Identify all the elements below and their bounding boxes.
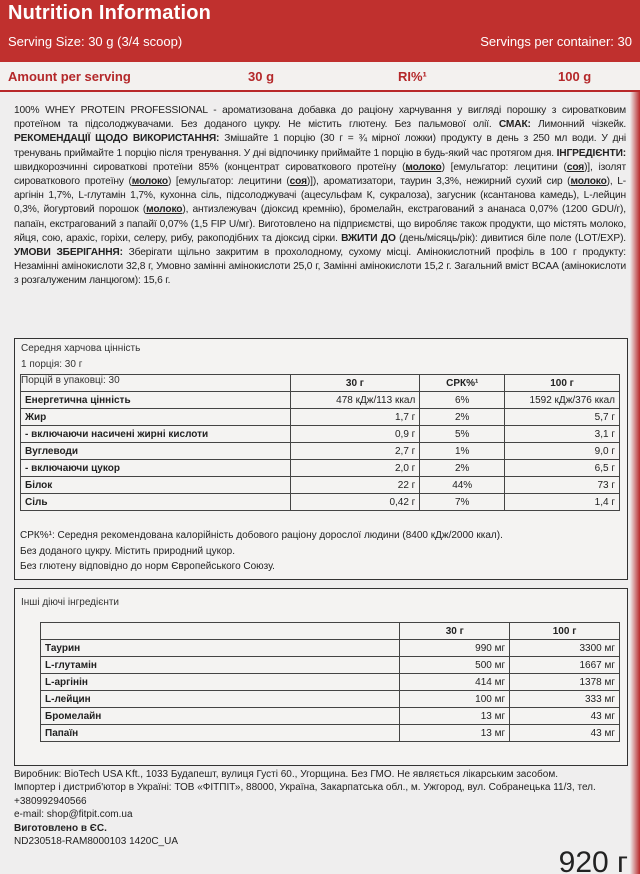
nutrition-row	[21, 443, 620, 460]
batch-code: ND230518-RAM8000103 1420C_UA	[14, 836, 178, 848]
nutrition-value-cell: 6,5 г	[505, 460, 620, 477]
nutrition-row	[21, 477, 620, 494]
ingredient-segment: Зберігати щільно закритим в прохолодному, сухому місці. Амінокислотний профіль в 100 г продукту: Незамінні амінокислоти 32,8 г, Умовно замінні амінокислоти 25,0 г, Замінні амінокислоти 15,2 г. Загальний вміст BCAA (амінокислоти з розгалуженим ланцюгом): 15,6 г.	[14, 247, 626, 287]
net-weight: 920 г	[558, 846, 628, 874]
nutrition-value-cell: 9,0 г	[505, 443, 620, 460]
actives-label-cell: Бромелайн	[41, 708, 400, 725]
actives-value-cell: 3300 мг	[510, 640, 620, 657]
amount-per-serving-row	[0, 62, 640, 92]
nutrition-label-cell: Енергетична цінність	[21, 392, 291, 409]
actives-row	[41, 708, 620, 725]
ingredient-segment: (день/місяць/рік): дивитися біле поле (LOT/EXP).	[395, 232, 626, 244]
actives-row	[41, 640, 620, 657]
actives-value-cell: 43 мг	[510, 725, 620, 742]
nutrition-value-cell: 0,42 г	[290, 494, 420, 511]
nutrition-value-cell: 6%	[420, 392, 505, 409]
ingredient-segment: 100% WHEY PROTEIN PROFESSIONAL - ароматизована добавка до раціону харчування у вигляді порошку з сироватковим протеїном та підсолоджувачами. Без доданого цукру. Не містить глютену. Без пальмової олії.	[14, 105, 626, 131]
nutrition-value-cell: 1,7 г	[290, 409, 420, 426]
ingredient-segment: ), антизлежувач (діоксид кремнію), бромелайн, екстрагований з ананаса 0,07% (1200 GDU/г), папаїн, екстрагований з папайї 0,07% (1,5 FIP U/мг). Виготовлено на підприємстві, що виробляє також продукти, що містять молоко, яйця, сою, арахіс, горіхи, селеру, рибу, ракоподібних та діоксид сірки.	[14, 204, 626, 244]
actives-value-cell: 500 мг	[400, 657, 510, 674]
nutrition-value-cell: 3,1 г	[505, 426, 620, 443]
nutrition-value-cell: 22 г	[290, 477, 420, 494]
nutrition-row	[21, 409, 620, 426]
nutrition-value-cell: 73 г	[505, 477, 620, 494]
actives-label-cell: Папаїн	[41, 725, 400, 742]
header-title: Nutrition Information	[8, 2, 212, 24]
ingredient-bold-segment: соя	[289, 176, 307, 188]
actives-value-cell: 990 мг	[400, 640, 510, 657]
nutrition-row	[21, 460, 620, 477]
nutrition-row	[21, 426, 620, 443]
ingredient-bold-segment: РЕКОМЕНДАЦІЇ ЩОДО ВИКОРИСТАННЯ:	[14, 133, 220, 145]
amount-label: Amount per serving	[8, 69, 131, 84]
portion-size: 1 порція: 30 г	[21, 359, 83, 370]
nutrition-value-cell: 7%	[420, 494, 505, 511]
actives-row	[41, 691, 620, 708]
actives-row	[41, 725, 620, 742]
portions-pack: Порцій в упаковці: 30	[21, 375, 120, 386]
nutrition-value-cell: 2,7 г	[290, 443, 420, 460]
serving-size: Serving Size: 30 g (3/4 scoop)	[8, 34, 183, 49]
actives-value-cell: 100 мг	[400, 691, 510, 708]
actives-label-cell: Таурин	[41, 640, 400, 657]
nutrition-value-cell: 2%	[420, 460, 505, 477]
nutrition-note-gluten: Без глютену відповідно до норм Європейського Союзу.	[20, 561, 275, 572]
actives-value-cell: 1667 мг	[510, 657, 620, 674]
ingredient-segment: Лимонний чізкейк.	[530, 119, 627, 131]
nutrition-row	[21, 392, 620, 409]
nutrition-value-cell: 1592 кДж/376 ккал	[505, 392, 620, 409]
actives-value-cell: 333 мг	[510, 691, 620, 708]
ingredient-bold-segment: молоко	[146, 204, 183, 216]
ingredient-bold-segment: СМАК:	[498, 119, 531, 131]
nutrition-value-cell: 1%	[420, 443, 505, 460]
ingredient-bold-segment: молоко	[570, 176, 607, 188]
nutrition-label-cell: Вуглеводи	[21, 443, 291, 460]
ingredient-bold-segment: ВЖИТИ ДО	[341, 232, 396, 244]
amount-100g: 100 g	[558, 69, 592, 84]
nutrition-value-cell: 478 кДж/113 ккал	[290, 392, 420, 409]
actives-header-cell: 100 г	[510, 623, 620, 640]
actives-value-cell: 414 мг	[400, 674, 510, 691]
nutrition-header-cell: 100 г	[505, 375, 620, 392]
ingredient-segment: Змішайте 1 порцію (30 г = ¾ мірної ложки) продукту в день з 250 мл води. У дні тренувань приймайте 1 порцію після тренування. У дні відпочинку приймайте 1 порцію в будь-який час протягом дня.	[14, 133, 626, 159]
nutrition-label-cell: Сіль	[21, 494, 291, 511]
actives-label-cell: L-аргінін	[41, 674, 400, 691]
ingredient-bold-segment: УМОВИ ЗБЕРІГАННЯ:	[14, 247, 123, 259]
actives-label-cell: L-глутамін	[41, 657, 400, 674]
email-line: e-mail: shop@fitpit.com.ua	[14, 809, 133, 821]
nutrition-header	[0, 0, 640, 62]
nutrition-label-cell: Жир	[21, 409, 291, 426]
ingredients-paragraph	[14, 104, 626, 289]
servings-per-container: Servings per container: 30	[480, 34, 632, 49]
actives-value-cell: 43 мг	[510, 708, 620, 725]
nutrition-value-cell: 2%	[420, 409, 505, 426]
actives-value-cell: 1378 мг	[510, 674, 620, 691]
manufacturer-line: Виробник: BioTech USA Kft., 1033 Будапешт, вулиця Густі 60., Угорщина. Без ГМО. Не являється лікарським засобом.	[14, 769, 558, 780]
nutrition-value-cell: 1,4 г	[505, 494, 620, 511]
nutrition-label-cell: Білок	[21, 477, 291, 494]
ingredient-segment: швидкорозчинні сироваткові протеїни 85% (концентрат сироваткового протеїну (	[14, 161, 406, 173]
nutrition-value-cell: 2,0 г	[290, 460, 420, 477]
nutrition-header-cell: СРК%¹	[420, 375, 505, 392]
actives-row	[41, 674, 620, 691]
nutrition-label-cell: - включаючи насичені жирні кислоти	[21, 426, 291, 443]
actives-row	[41, 657, 620, 674]
ingredient-segment: )]), ароматизатори, таурин 3,3%, нежирний сухий сир (	[306, 176, 571, 188]
amount-serving: 30 g	[248, 69, 275, 84]
actives-value-cell: 13 мг	[400, 725, 510, 742]
manufacturer-block	[14, 768, 626, 848]
nutrition-value-cell: 5,7 г	[505, 409, 620, 426]
nutrition-header-cell: 30 г	[290, 375, 420, 392]
actives-header-cell: 30 г	[400, 623, 510, 640]
ingredient-segment: )], ізолят сироваткового протеїну (	[14, 161, 627, 188]
ingredient-segment: ) [емульгатор: лецитини (	[441, 161, 567, 173]
ingredient-bold-segment: молоко	[131, 176, 168, 188]
ingredient-bold-segment: молоко	[405, 161, 442, 173]
actives-title: Інші діючі інгредієнти	[21, 597, 120, 608]
importer-line: Імпортер і дистриб'ютор в Україні: ТОВ «ФІТПІТ», 88000, Україна, Закарпатська обл., м. Ужгород, вул. Собранецька 11/3, тел. +380992940566	[14, 782, 596, 807]
nutrition-footnote: СРК%¹: Середня рекомендована калорійність добового раціону дорослої людини (8400 кДж/2000 ккал).	[20, 530, 503, 541]
actives-value-cell: 13 мг	[400, 708, 510, 725]
nutrition-note-sugar: Без доданого цукру. Містить природний цукор.	[20, 546, 235, 557]
nutrition-value-cell: 0,9 г	[290, 426, 420, 443]
nutrition-label-cell: - включаючи цукор	[21, 460, 291, 477]
nutrition-title: Середня харчова цінність	[21, 343, 141, 354]
ingredient-bold-segment: соя	[566, 161, 585, 173]
nutrition-value-cell: 5%	[420, 426, 505, 443]
ingredient-segment: ) [емульгатор: лецитини (	[167, 176, 290, 188]
amount-ri: RI%¹	[398, 69, 427, 84]
nutrition-value-cell: 44%	[420, 477, 505, 494]
edge-shadow	[630, 92, 640, 874]
nutrition-header-cell	[21, 375, 291, 392]
actives-table	[40, 622, 620, 742]
actives-header-cell	[41, 623, 400, 640]
ingredient-bold-segment: ІНГРЕДІЄНТИ:	[556, 147, 626, 159]
made-in-line: Виготовлено в ЄС.	[14, 822, 107, 834]
nutrition-row	[21, 494, 620, 511]
actives-label-cell: L-лейцин	[41, 691, 400, 708]
nutrition-table	[20, 374, 620, 511]
ingredient-segment: ), L-аргінін 1,7%, L-глутамін 1,7%, кухонна сіль, підсолоджувачі (ацесульфам К, сукралоза), загусник (ксантанова камедь), L-лейцин 0,3%, йогуртовий порошок (	[14, 176, 627, 216]
